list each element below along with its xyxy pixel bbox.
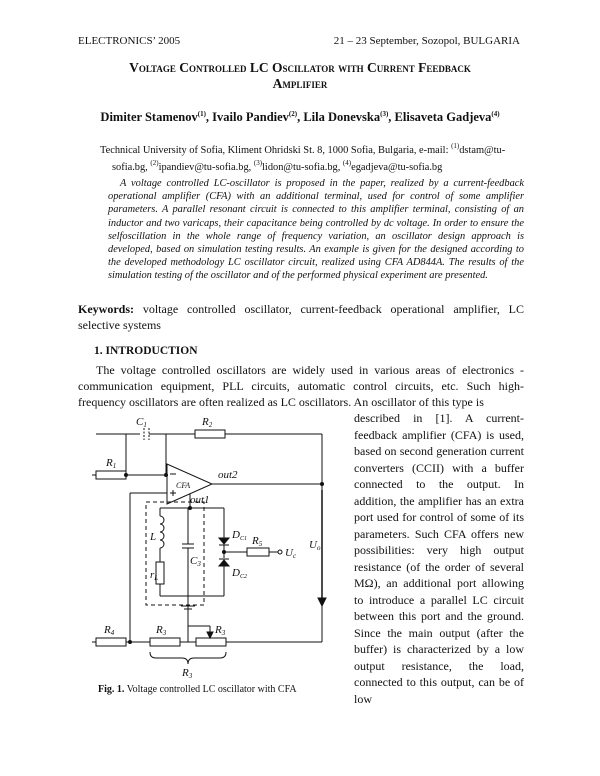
section-number: 1. bbox=[94, 345, 103, 357]
email-1-mark: (1) bbox=[451, 142, 460, 150]
inductor-l bbox=[160, 516, 164, 548]
label-r2: R2 bbox=[202, 416, 213, 429]
email-2-mark: (2) bbox=[150, 159, 159, 167]
resistor-r3-prime bbox=[150, 638, 180, 646]
email-3-mark: (3) bbox=[253, 159, 263, 167]
affiliation-line-2 bbox=[100, 157, 520, 174]
label-r3-prime: R3 bbox=[156, 624, 167, 637]
right-column-text bbox=[354, 410, 524, 707]
author-3-mark: (3) bbox=[380, 110, 389, 118]
label-rl: rL bbox=[150, 569, 159, 582]
author-list: Dimiter Stamenov$^{(1)}$, Ivailo Pandiev$^{(2)}$, Lila Donevska$^{(3)}$, Elisaveta Gadjeva$^{(4)}$ bbox=[100, 110, 500, 124]
author-3: Lila Donevska bbox=[303, 110, 381, 124]
email-3: lidon@tu-sofia.bg, bbox=[262, 162, 341, 173]
label-out1: out1 bbox=[190, 494, 210, 506]
figure-caption-label: Fig. 1. bbox=[98, 684, 125, 695]
label-r5: R5 bbox=[252, 535, 263, 548]
affiliation bbox=[100, 140, 520, 174]
keywords-label: Keywords: bbox=[78, 302, 134, 316]
section-heading bbox=[94, 345, 198, 357]
abstract-text: A voltage controlled LC-oscillator is proposed in the paper, realized by a current-feedback operational amplifier (CFA) with an additional terminal, used for control of some amplifier parameters. A parallel resonant circuit is connected to this amplifier terminal, consisting of an inductor and two varicaps, their capacitance being controlled by dc voltage. In order to ensure the selfoscillation in the whole range of frequency variation, an oscillator design approach is developed, based on simulation testing results. An example is given for the designed according to the developed methodology LC oscillator circuit, realized using CFA AD844A. The results of the simulation testing of the oscillator and of the performed physical experiment are presented. bbox=[108, 178, 524, 282]
uc-terminal bbox=[278, 550, 282, 554]
affiliation-line-1 bbox=[100, 140, 520, 157]
potentiometer-wiper bbox=[207, 632, 213, 638]
author-1-mark: (1) bbox=[197, 110, 206, 118]
label-c3: C3 bbox=[190, 555, 201, 568]
label-r4: R4 bbox=[104, 624, 115, 637]
section-title-initial: I bbox=[105, 345, 110, 357]
label-dc1: DC1 bbox=[232, 529, 247, 542]
tank-dashed-box bbox=[146, 502, 204, 605]
right-column-paragraph: described in [1]. A current-feedback amplifier (CFA) is used, based on second generation current converters (CCII) with a buffer connected to the output. In addition, the amplifier has an extra port used for control of some of its parameters. Such CFA offers new possibilities: very high output resistance (of the order of several MΩ), an additional port allowing to introduce a parallel LC circuit between this port and the ground. Since the main output (after the buffer) is characterized by a low output resistance, the load, connected to this output, can be of low bbox=[354, 411, 524, 706]
header-conference: ELECTRONICS’ 2005 bbox=[78, 35, 181, 47]
keywords-text: voltage controlled oscillator, current-feedback operational amplifier, LC selective systems bbox=[78, 302, 525, 332]
label-r3: R3 bbox=[182, 667, 193, 680]
author-2-mark: (2) bbox=[288, 110, 298, 118]
email-4: egadjeva@tu-sofia.bg bbox=[351, 162, 443, 173]
author-4: Elisaveta Gadjeva bbox=[394, 110, 492, 124]
resistor-r1 bbox=[96, 471, 126, 479]
abstract bbox=[108, 177, 524, 283]
email-1-part-a: dstam@tu- bbox=[459, 145, 506, 156]
oscillator-circuit-figure bbox=[92, 412, 327, 680]
header-date-location: 21 – 23 September, Sozopol, BULGARIA bbox=[333, 35, 520, 47]
resistor-r4 bbox=[96, 638, 126, 646]
title-line-1: Voltage Controlled LC Oscillator with Current Feedback bbox=[129, 60, 471, 75]
email-1-part-b: sofia.bg, bbox=[112, 162, 148, 173]
paper-title bbox=[70, 60, 530, 92]
label-uo: Uo bbox=[309, 539, 321, 552]
affiliation-address: Technical University of Sofia, Kliment Ohridski St. 8, 1000 Sofia, Bulgaria, e-mail: bbox=[100, 145, 449, 156]
resistor-r5 bbox=[247, 548, 269, 556]
figure-caption bbox=[98, 684, 297, 695]
email-4-mark: (4) bbox=[342, 159, 352, 167]
intro-paragraph bbox=[78, 362, 524, 410]
resistor-r3-double-prime bbox=[196, 638, 226, 646]
label-r3-double-prime: R3 bbox=[215, 624, 226, 637]
label-c1: C1 bbox=[136, 416, 147, 429]
varicap-dc2 bbox=[219, 560, 229, 566]
email-2: ipandiev@tu-sofia.bg, bbox=[158, 162, 252, 173]
label-cfa: CFA bbox=[176, 481, 191, 490]
label-uc: Uc bbox=[285, 547, 297, 560]
author-1: Dimiter Stamenov bbox=[100, 110, 198, 124]
label-l: L bbox=[150, 531, 157, 543]
figure-caption-text: Voltage controlled LC oscillator with CFA bbox=[126, 684, 297, 695]
label-out2: out2 bbox=[218, 469, 238, 481]
intro-text: The voltage controlled oscillators are widely used in various areas of electronics - communication equipment, PLL circuits, automatic control circuits, etc. Such high-frequency oscillators are often realized as LC oscillators. An oscillator of this type is bbox=[78, 363, 524, 409]
keywords bbox=[78, 301, 524, 333]
varicap-dc1 bbox=[219, 538, 229, 544]
label-r1: R1 bbox=[106, 457, 117, 470]
author-2: Ivailo Pandiev bbox=[212, 110, 289, 124]
section-title-rest: NTRODUCTION bbox=[109, 345, 198, 357]
author-4-mark: (4) bbox=[491, 110, 500, 118]
r3-brace bbox=[150, 652, 226, 664]
resistor-r2 bbox=[195, 430, 225, 438]
title-line-2: Amplifier bbox=[272, 76, 328, 91]
label-dc2: DC2 bbox=[232, 567, 247, 580]
